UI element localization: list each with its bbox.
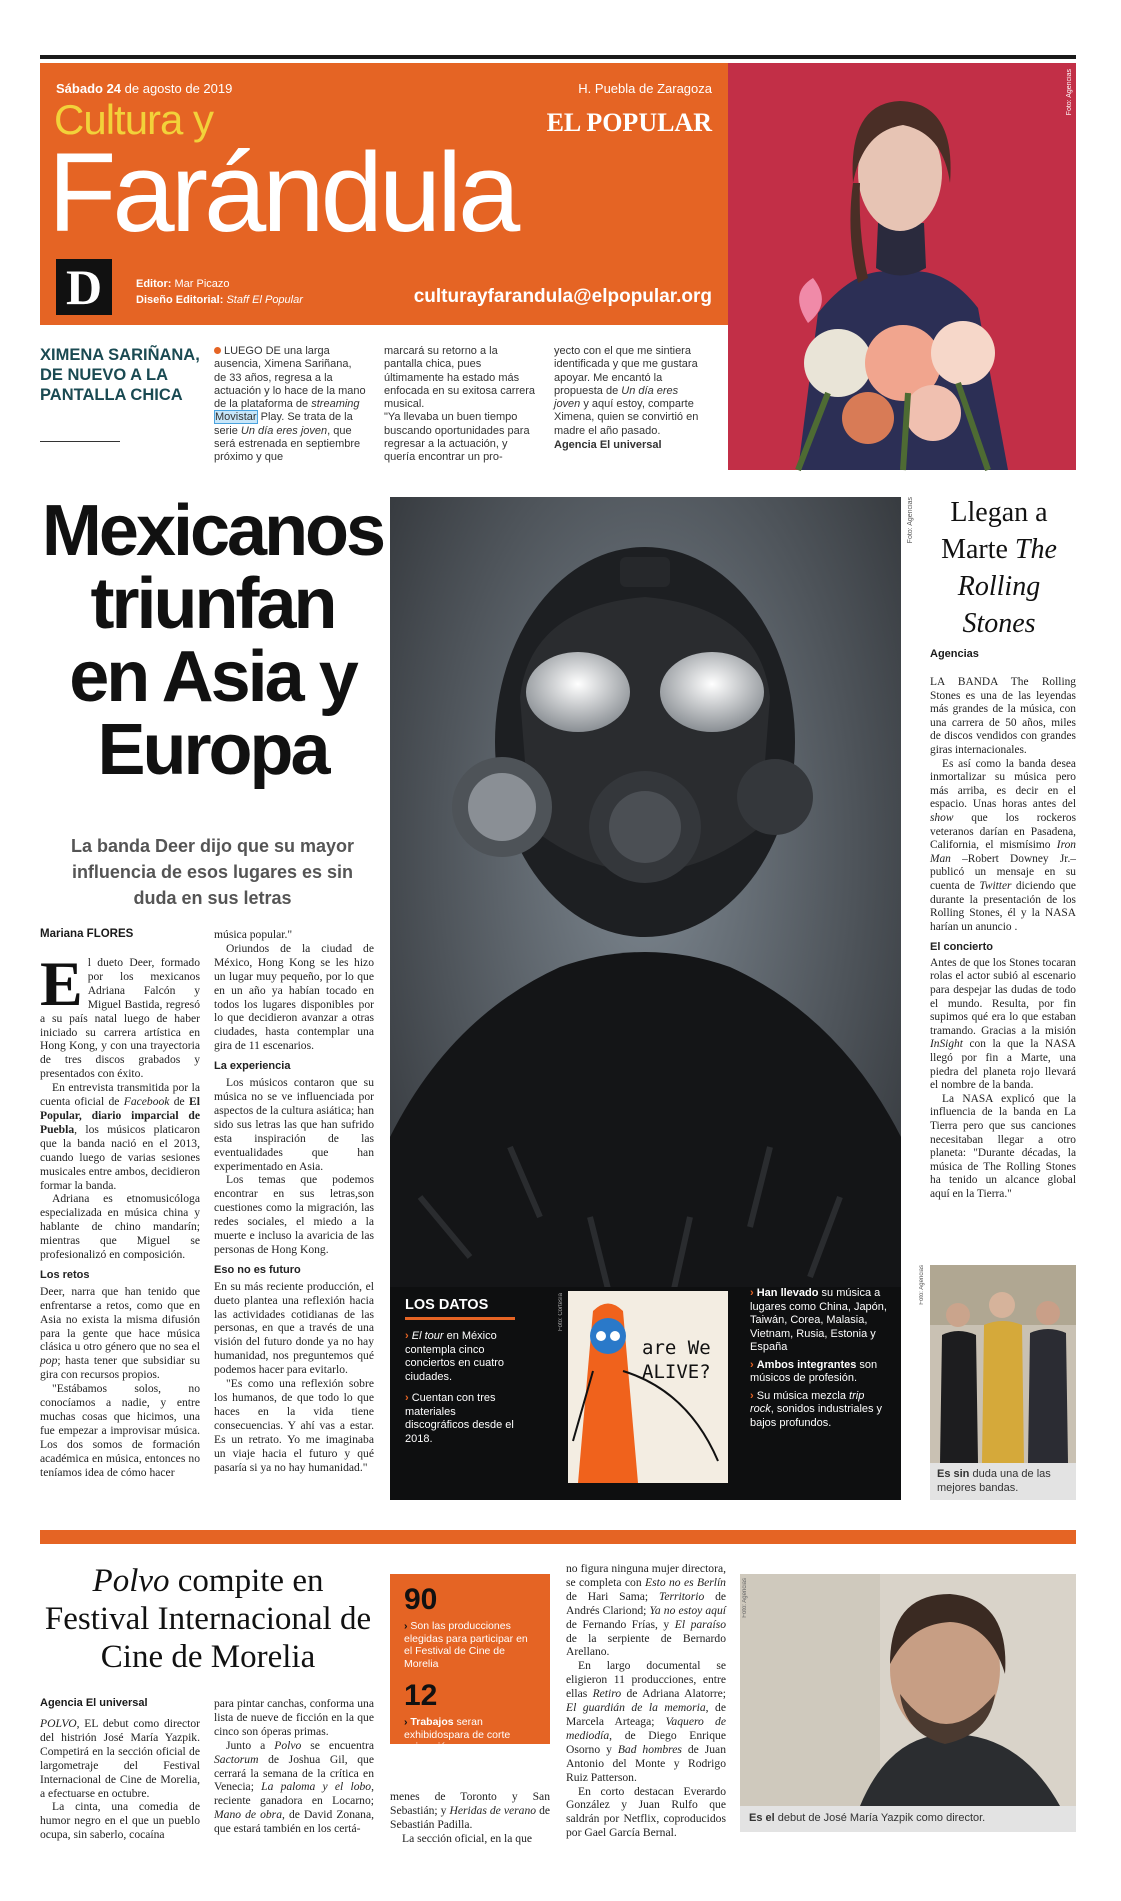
- contact-email[interactable]: culturayfarandula@elpopular.org: [413, 286, 712, 307]
- datos-panel: [390, 1287, 901, 1500]
- main-p2strong: El Popular: [40, 1095, 200, 1122]
- stones-p2b: que los rockeros veteranos darían en Pasadena, California, el mismísimo: [930, 811, 1076, 852]
- polvo-c4-p2em4: Bad hombres: [617, 1742, 682, 1756]
- stat-1-text: Son las producciones elegidas para participar en el Festival de Cine de Morelia: [404, 1620, 528, 1670]
- polvo-c3-p2: La sección oficial, en la que: [402, 1831, 533, 1845]
- stones-p2a: Es así como la banda desea inmortalizar su música pero más arriba, es decir en el espacio. Unas horas antes del: [930, 757, 1076, 811]
- dato-item: [750, 1359, 890, 1386]
- section-title-small: Cultura y: [54, 96, 214, 143]
- main-photo-credit: Foto: Agencias: [907, 497, 914, 544]
- dato-1: en México contempla cinco conciertos en cuatro ciudades.: [405, 1330, 505, 1383]
- polvo-p1a: POLVO: [40, 1717, 77, 1730]
- polvo-c4-p1a: no figura ninguna mujer directora, se completa con: [566, 1562, 726, 1589]
- polvo-c4-p2b: de Adriana Alatorre;: [621, 1687, 726, 1701]
- polvo-c2-p2b: se encuentra: [301, 1738, 374, 1752]
- section-header: [40, 63, 728, 325]
- stones-title-1: Llegan a: [950, 497, 1048, 528]
- dato-1-em: El tour: [411, 1330, 444, 1342]
- main-p5: "Estábamos solos, no conocíamos a nadie, y entre muchas cosas que hicimos, una fue empezar a improvisar música. Los dos somos de formación académica en música, entonces no teníamos idea de cómo hacer: [40, 1382, 200, 1479]
- polvo-c2-p2d: , reciente ganadora en Locarno;: [214, 1780, 375, 1808]
- design-name: Staff El Popular: [223, 294, 303, 306]
- main-article-col-2: [214, 928, 374, 1474]
- arrow-bullet-icon: ›: [750, 1389, 754, 1402]
- dato-item: [750, 1287, 890, 1355]
- polvo-c2-p2em: Polvo: [274, 1738, 302, 1752]
- polvo-c2-p2c: de Joshua Gil, que cerrará la semana de la crítica en Venecia;: [214, 1752, 374, 1794]
- polvo-c4-p1em3: Ya no estoy aquí: [649, 1603, 726, 1617]
- polvo-c2-p2em4: Mano de obra: [214, 1808, 282, 1822]
- editor-line: [136, 276, 303, 292]
- brief-text-1em: streaming: [311, 398, 360, 411]
- polvo-c2-p2a: Junto a: [226, 1738, 275, 1752]
- main-headline-line-3: en Asia y: [69, 637, 356, 717]
- main-c2-p2: Oriundos de la ciudad de México, Hong Kong se les hizo un lugar muy pequeño, por lo que en un año ya habían tocado en todos los lugares disponibles por lo que decidieron avanzar a otras ciudades, hasta contemplar una gira de 11 escenarios.: [214, 941, 374, 1053]
- header-date: [56, 81, 232, 96]
- stones-p2c: –Robert Downey Jr.– publicó un mensaje en su cuenta de: [930, 852, 1076, 892]
- dato-4-b: Ambos integrantes: [756, 1358, 857, 1371]
- stat-1-text-wrap: [404, 1620, 536, 1670]
- header-photo-credit: Foto: Agencias: [1066, 69, 1073, 116]
- section-logo: [56, 259, 112, 315]
- polvo-headline: [40, 1562, 376, 1676]
- dato-item: [405, 1330, 520, 1384]
- polvo-p2: La cinta, una comedia de humor negro en el que un pueblo ocupa, sin saberlo, cocaína: [40, 1800, 200, 1842]
- main-p4b: ; hasta tener que subsidiar su gira con recursos propios.: [40, 1354, 200, 1382]
- main-p2a: En entrevista transmitida por la cuenta oficial de: [40, 1081, 200, 1109]
- top-rule: [40, 55, 1076, 59]
- datos-list-left: [405, 1330, 520, 1446]
- stones-p2em: show: [930, 811, 954, 824]
- polvo-c3-p1a: menes de Toronto y San Sebastián; y: [390, 1790, 550, 1817]
- woman-with-flowers-illustration: [728, 63, 1076, 470]
- main-c2-p4: Los temas que podemos encontrar en sus letras,son cuestiones como la migración, las redes sociales, el miedo a la muerte e incluso la avaricia de las personas de Hong Kong.: [214, 1173, 374, 1256]
- brief-text-1b: Play. Se trata de la serie: [214, 411, 353, 437]
- main-c2-p3: Los músicos contaron que su música no se ve influenciada por aspectos de la cultura asiática; han sido sus letras las que han sufrido esta inspiración de las eventualidades que han experimentado en Asia.: [214, 1076, 374, 1173]
- main-subhead-futuro: Eso no es futuro: [214, 1263, 301, 1276]
- main-p3: Adriana es etnomusicóloga especializada en música china y hablante de chino mandarín; mientras que Miguel se profesionalizó en composición.: [40, 1192, 200, 1262]
- dato-5-b: , sonidos industriales y bajos profundos.: [750, 1403, 883, 1429]
- stones-p3b: con la que la NASA llegó por fin a Marte, una piedra del planeta rojo llevará el nombre de la banda.: [930, 1038, 1076, 1092]
- brief-text-2b: "Ya llevaba un buen tiempo buscando oportunidades para regresar a la actuación, y quería encontrar un pro-: [384, 411, 530, 464]
- stones-photo-credit: Foto: Agencias: [919, 1265, 925, 1305]
- arrow-bullet-icon: ›: [405, 1330, 409, 1342]
- polvo-c4-p1em: Esto no es Berlín: [645, 1575, 726, 1589]
- design-label: Diseño Editorial:: [136, 294, 224, 306]
- polvo-c3-p1b: de Sebastián Padilla.: [390, 1803, 551, 1831]
- main-p2em: Facebook: [123, 1095, 170, 1109]
- polvo-c4-p1e: de la serpiente de Bernardo Arellano.: [566, 1631, 726, 1659]
- main-subhead: La banda Deer dijo que su mayor influencia de esos lugares es sin duda en sus letras: [70, 836, 355, 908]
- polvo-col-3: [390, 1790, 550, 1846]
- main-headline: [40, 491, 385, 790]
- polvo-c4-p1d: de Fernando Frías, y: [566, 1617, 675, 1631]
- section-title-big: Farándula: [48, 130, 517, 255]
- stat-2-b: Trabajos: [410, 1716, 454, 1728]
- album-text-2: ALIVE?: [642, 1361, 711, 1383]
- section-divider: [40, 1530, 1076, 1544]
- brief-col-2: [384, 345, 536, 465]
- band-photo-illustration: [930, 1265, 1076, 1463]
- stones-signature: Agencias: [930, 648, 979, 660]
- polvo-photo: [740, 1574, 1076, 1806]
- main-p1: l dueto Deer, formado por los mexicanos Adriana Falcón y Miguel Bastida, regresó a su país natal luego de haber iniciado su carrera artística en Hong Kong, y con una trayectoria de tres discos grabados y presentados con éxito.: [40, 956, 200, 1081]
- director-portrait-illustration: [740, 1574, 1076, 1806]
- main-headline-line-1: Mexicanos: [41, 491, 384, 571]
- polvo-c4-p1c: de Andrés Clariond;: [566, 1589, 727, 1617]
- dato-3: su música a lugares como China, Japón, Taiwán, Corea, Malasia, Vietnam, Rusia, Estonia y España: [750, 1287, 887, 1353]
- polvo-caption-box: [740, 1806, 1076, 1832]
- main-headline-line-4: Europa: [97, 710, 328, 790]
- polvo-c2-p2em3: La paloma y el lobo: [261, 1780, 372, 1794]
- main-c2-p1: música popular.": [214, 928, 293, 941]
- stat-2-number: 12: [404, 1679, 438, 1712]
- arrow-bullet-icon: ›: [750, 1287, 754, 1299]
- main-c2-p5: En su más reciente producción, el dueto plantea una reflexión hacia las actividades cotidianas de las personas, en que a través de una visión del futuro donde ya no hay humanidad, nos preguntemos qué podemos hacer para evitarlo.: [214, 1279, 374, 1377]
- byline-first: Mariana: [40, 928, 87, 940]
- stones-caption: duda una de las mejores bandas.: [937, 1468, 1051, 1494]
- polvo-stats-box: [390, 1574, 550, 1753]
- stones-p2em2: Iron Man: [930, 839, 1076, 865]
- dato-5-a: Su música mezcla: [756, 1389, 850, 1402]
- stones-p4: La NASA explicó que la influencia de la banda en La Tierra pero que sus canciones necesitaban llegar a otro planeta: "Durante décadas, la música de The Rolling Stones ha tenido un alcance global aquí en la Tierra.": [930, 1092, 1076, 1200]
- brief-text-2: marcará su retorno a la pantalla chica, pues últimamente ha estado más enfocada en su exitosa carrera musical.: [384, 345, 536, 411]
- polvo-c4-p2a: En largo documental se eligieron 11 producciones, entre ellas: [566, 1659, 726, 1701]
- arrow-bullet-icon: ›: [750, 1358, 754, 1371]
- stones-p3em: InSight: [930, 1038, 963, 1051]
- polvo-title-em: Polvo: [92, 1563, 170, 1599]
- main-p2b: de: [169, 1095, 190, 1109]
- stat-1-number: 90: [404, 1583, 438, 1616]
- polvo-c2-p2e: , de David Zonana, que estará también en los certá-: [214, 1808, 374, 1836]
- credits: [136, 276, 303, 308]
- datos-list-right: [750, 1287, 890, 1430]
- byline-last: FLORES: [86, 928, 134, 940]
- dato-5-em: trip rock: [750, 1389, 865, 1415]
- brand-name: EL POPULAR: [546, 108, 712, 137]
- stones-p1: LA BANDA The Rolling Stones es una de las leyendas más grandes de la música, con una carrera de 50 años, miles de discos vendidos con grandes giras internacionales.: [930, 676, 1076, 756]
- polvo-c4-p2em2: El guardián de la memoria: [566, 1701, 706, 1715]
- main-p4a: Deer, narra que han tenido que enfrentarse a retos, como que en Asia no exista la misma difusión para la gente que hace música clásica u otro género que no sea el: [40, 1284, 200, 1354]
- header-date-day: Sábado 24: [56, 81, 122, 96]
- main-subhead-retos: Los retos: [40, 1268, 90, 1281]
- design-line: [136, 292, 303, 308]
- stones-headline: [922, 494, 1076, 642]
- polvo-c4-p2d: , de Diego Enrique Osorno y: [566, 1728, 726, 1756]
- main-c2-p6: "Es como una reflexión sobre los humanos, de que todo lo que haces en la vida tiene consecuencias. Y ahí vas a estar. Es un retrato. Yo me imaginaba un viaje hacia el futuro y qué pasaría si ya no hay humanidad.": [214, 1377, 374, 1474]
- dato-2: Cuentan con tres materiales discográficos desde el 2018.: [405, 1392, 514, 1445]
- polvo-p1b: , EL debut como director del histrión José María Yazpik. Competirá en la sección oficial de largometraje del Festival Internacional de Cine de Morelia, a efectuarse en octubre.: [40, 1717, 200, 1800]
- dato-item: [405, 1392, 520, 1446]
- album-text-1: are We: [642, 1337, 711, 1359]
- arrow-bullet-icon: ›: [404, 1716, 408, 1728]
- orange-dot-icon: [214, 347, 221, 354]
- stones-caption-box: [930, 1463, 1076, 1500]
- brief-col-3: [554, 345, 706, 452]
- brief-text-3a: yecto con el que me sintiera identificada y que me gustara apoyar. Me encantó la propuesta de: [554, 345, 698, 397]
- polvo-caption-b: Es el: [749, 1812, 775, 1824]
- polvo-caption: debut de José María Yazpik como director.: [774, 1812, 986, 1824]
- album-art-illustration: [568, 1291, 728, 1483]
- stones-caption-b: Es sin: [937, 1468, 970, 1480]
- main-p4em: pop: [40, 1354, 58, 1368]
- album-cover: [558, 1291, 728, 1483]
- main-byline: [40, 928, 133, 940]
- logo-letter: D: [65, 259, 103, 315]
- stones-article: [930, 676, 1076, 1202]
- album-text: [642, 1336, 711, 1384]
- main-subhead-experiencia: La experiencia: [214, 1060, 291, 1073]
- polvo-photo-credit: Foto: Agencias: [742, 1578, 748, 1618]
- editor-name: Mar Picazo: [171, 278, 230, 290]
- datos-title-rule: [405, 1317, 515, 1320]
- polvo-c4-p2e: de Juan Antonio del Monte y Rodrigo Ruiz Patterson.: [566, 1742, 727, 1784]
- header-photo: [728, 63, 1076, 470]
- brief-rule: [40, 441, 120, 442]
- brief-text-3b: y aquí estoy, comparte Ximena, quien se convirtió en madre el año pasado.: [554, 398, 699, 437]
- stones-title-em: The Rolling Stones: [957, 534, 1057, 639]
- arrow-bullet-icon: ›: [404, 1620, 408, 1632]
- dato-4: son músicos de profesión.: [750, 1358, 878, 1384]
- brief-text-1em2: Un día eres joven: [240, 424, 328, 437]
- brief-headline: XIMENA SARIÑANA, DE NUEVO A LA PANTALLA CHICA: [40, 346, 200, 404]
- stones-photo: [930, 1265, 1076, 1463]
- polvo-c4-p2em: Retiro: [592, 1687, 622, 1701]
- polvo-c2-p2em2: Sactorum: [214, 1752, 259, 1766]
- dato-item: [750, 1390, 890, 1431]
- polvo-c4-p2em3: Vaquero de mediodía: [566, 1714, 726, 1742]
- polvo-c4-p3: En corto destacan Everardo González y Juan Rulfo que saldrán por Netflix, coproducidos por Gael García Bernal.: [566, 1784, 726, 1840]
- polvo-c4-p2c: , de Marcela Arteaga;: [566, 1701, 726, 1728]
- album-credit: Foto: Cortesía: [558, 1293, 564, 1332]
- stones-p2d: diciendo que durante la presentación de los Rolling Stones, él y la NASA harían un anuncio .: [930, 879, 1076, 933]
- polvo-c2-p1: para pintar canchas, conforma una lista de nueve de ficción en la que cinco son óperas primas.: [214, 1697, 374, 1738]
- stat-2-text-wrap: [404, 1716, 536, 1754]
- editor-label: Editor:: [136, 278, 172, 290]
- polvo-c3-p1em: Heridas de verano: [449, 1803, 537, 1817]
- stat-2-text: seran exhibidospara de corte animación: [404, 1716, 511, 1753]
- brief-text-1a: LUEGO DE una larga ausencia, Ximena Sariñana, de 33 años, regresa a la actuación y lo hace de la mano de la plataforma de: [214, 345, 366, 411]
- polvo-col-2: [214, 1697, 374, 1836]
- polvo-c4-p1b: de Hari Sama;: [566, 1589, 659, 1603]
- brief-col-1: [214, 345, 366, 465]
- stones-p3a: Antes de que los Stones tocaran rolas el actor subió al escenario para despejar las dudas de todo el mundo. Resulta, por fin supimos qué era lo que estaban tramando. Gracias a la misión: [930, 956, 1076, 1037]
- main-p2c: , diario imparcial de Puebla: [40, 1108, 200, 1136]
- stones-p2em3: Twitter: [979, 879, 1012, 892]
- polvo-col-1: [40, 1717, 200, 1842]
- stones-title-2: Marte: [941, 534, 1015, 565]
- brief-signature: Agencia El universal: [554, 439, 662, 452]
- drop-cap: E: [40, 948, 83, 1019]
- main-photo: [390, 497, 914, 1500]
- stones-subhead: El concierto: [930, 941, 993, 954]
- header-date-rest: de agosto de 2019: [121, 81, 233, 96]
- brief-highlight: Movistar: [215, 411, 257, 424]
- polvo-signature: Agencia El universal: [40, 1697, 148, 1709]
- dato-3-b: Han llevado: [756, 1287, 819, 1299]
- polvo-c4-p1em2: Territorio: [658, 1589, 705, 1603]
- header-location: H. Puebla de Zaragoza: [578, 81, 712, 96]
- polvo-title-rest: compite en Festival Internacional de Cine de Morelia: [44, 1563, 372, 1675]
- polvo-c4-p1em4: El paraíso: [674, 1617, 726, 1631]
- main-article-col-1: [40, 948, 200, 1480]
- brief-text-3em: Un día eres joven: [554, 384, 679, 411]
- arrow-bullet-icon: ›: [405, 1392, 409, 1404]
- polvo-col-4: [566, 1562, 726, 1840]
- brief-text-1c: , que será estrenada en septiembre próximo y que: [214, 424, 361, 464]
- datos-title: LOS DATOS: [405, 1297, 489, 1313]
- main-p2d: , los músicos platicaron que la banda nació en el 2013, cuando luego de varias sesiones musicales entre ambos, decidieron formar la banda.: [40, 1122, 200, 1192]
- main-headline-line-2: triunfan: [90, 564, 335, 644]
